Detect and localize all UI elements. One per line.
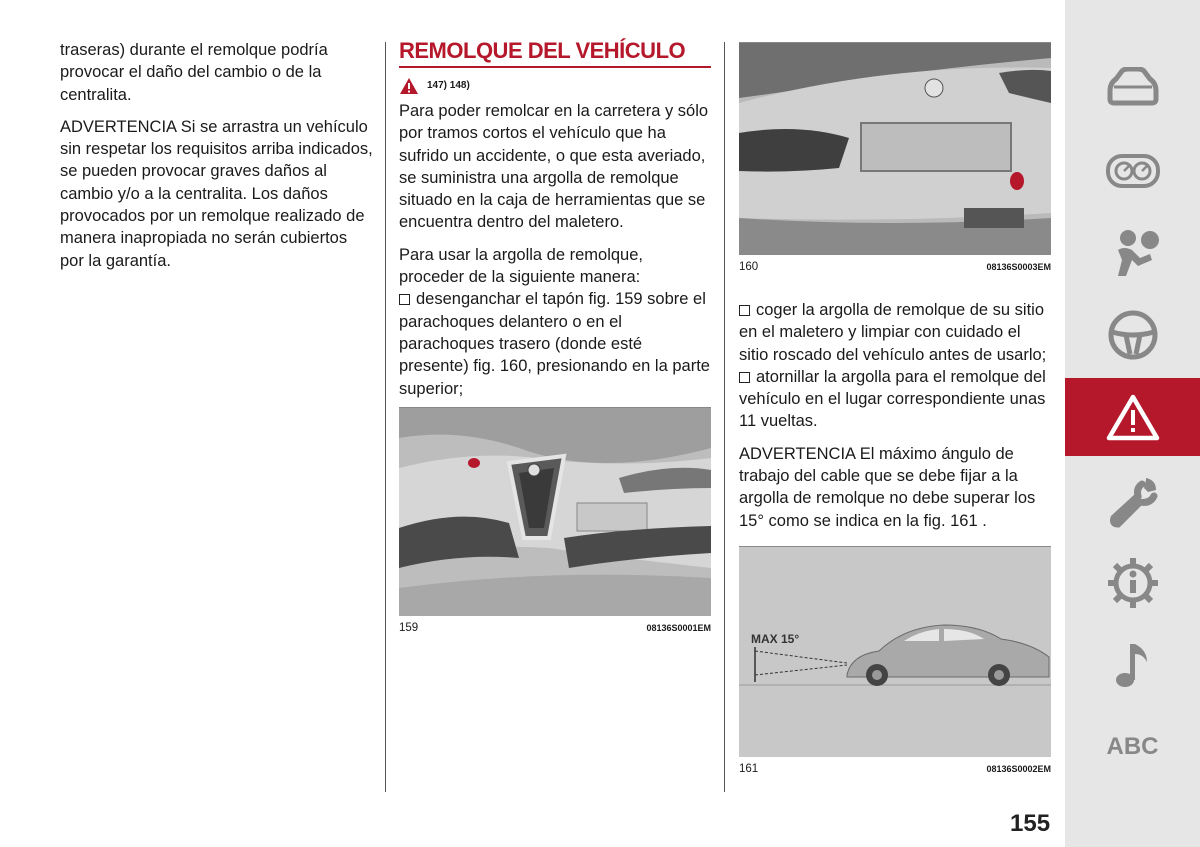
info-gear-icon	[1106, 556, 1160, 610]
figure-160-caption	[739, 261, 1051, 273]
figure-number: 160	[739, 261, 759, 273]
figure-159-image	[399, 407, 711, 616]
figure-159-caption	[399, 622, 711, 634]
column-right	[739, 299, 1051, 542]
sidebar-item-technical-data[interactable]	[1065, 544, 1200, 622]
figure-159	[399, 407, 711, 634]
warning-paragraph: ADVERTENCIA Si se arrastra un vehículo sin respetar los requisitos arriba indicados, se pueden provocar graves daños al cambio y/o a la centralita. Los daños provocados por un remolque realizado de manera inapropiada no serán cubiertos por la garantía.	[60, 117, 373, 270]
sidebar-item-maintenance[interactable]	[1065, 462, 1200, 540]
sidebar-item-car[interactable]	[1065, 48, 1200, 126]
figure-code: 08136S0002EM	[986, 764, 1051, 774]
warning-reference-numbers: 147) 148)	[427, 79, 470, 91]
column-middle	[399, 38, 711, 410]
car-icon	[1104, 67, 1162, 107]
warning-triangle-icon	[399, 77, 419, 95]
figure-160	[739, 42, 1051, 273]
checkbox-bullet-icon	[399, 294, 410, 305]
figure-code: 08136S0003EM	[986, 262, 1051, 272]
car-rear-illustration	[739, 43, 1051, 255]
sidebar-item-driving[interactable]	[1065, 296, 1200, 374]
sidebar-item-index[interactable]	[1065, 708, 1200, 786]
max-angle-label: MAX 15°	[751, 632, 800, 646]
airbag-icon	[1106, 224, 1160, 278]
step-3-text: atornillar la argolla para el remolque del vehículo en el lugar correspondiente unas 11 vueltas.	[739, 367, 1046, 431]
tow-angle-diagram	[739, 547, 1051, 757]
step-3	[739, 366, 1051, 433]
angle-warning-paragraph: ADVERTENCIA El máximo ángulo de trabajo del cable que se debe fijar a la argolla de remolque no debe superar los 15° como se indica en la fig. 161 .	[739, 444, 1036, 530]
figure-160-image	[739, 42, 1051, 255]
column-divider-2	[724, 42, 725, 792]
checkbox-bullet-icon	[739, 372, 750, 383]
page-number: 155	[1010, 810, 1051, 837]
chapter-sidebar	[1065, 0, 1200, 847]
wrench-icon	[1106, 474, 1160, 528]
step-1	[399, 288, 711, 399]
step-2	[739, 299, 1051, 366]
steering-wheel-icon	[1106, 308, 1160, 362]
warning-reference	[399, 76, 711, 96]
figure-number: 161	[739, 763, 759, 775]
step-2-text: coger la argolla de remolque de su sitio en el maletero y limpiar con cuidado el sitio roscado del vehículo antes de usarlo;	[739, 301, 1047, 364]
intro-paragraph: Para poder remolcar en la carretera y sólo por tramos cortos el vehículo que ha sufrido un accidente, o que esta averiado, se suministra una argolla de remolque situado en la caja de herramientas que se encuentra dentro del maletero.	[399, 102, 709, 232]
abc-icon: ABC	[1106, 733, 1159, 760]
sidebar-item-safety[interactable]	[1065, 212, 1200, 290]
warning-icon	[1106, 393, 1160, 441]
checkbox-bullet-icon	[739, 305, 750, 316]
step-1-text: desenganchar el tapón fig. 159 sobre el parachoques delantero o en el parachoques trasero (donde esté presente) fig. 160, presionando en la parte superior;	[399, 290, 710, 398]
sidebar-item-dashboard[interactable]	[1065, 132, 1200, 210]
car-front-illustration	[399, 408, 711, 616]
column-divider-1	[385, 42, 386, 792]
figure-number: 159	[399, 622, 419, 634]
procedure-intro: Para usar la argolla de remolque, proceder de la siguiente manera:	[399, 245, 643, 287]
figure-161-image	[739, 546, 1051, 757]
section-title: REMOLQUE DEL VEHÍCULO	[399, 38, 711, 68]
figure-code: 08136S0001EM	[646, 623, 711, 633]
sidebar-item-multimedia[interactable]	[1065, 626, 1200, 704]
dashboard-icon	[1105, 153, 1161, 189]
sidebar-item-emergency[interactable]	[1065, 378, 1200, 456]
figure-161-caption	[739, 763, 1051, 775]
continued-paragraph: traseras) durante el remolque podría provocar el daño del cambio o de la centralita.	[60, 41, 328, 104]
figure-161	[739, 546, 1051, 775]
column-left	[60, 39, 375, 282]
music-note-icon	[1113, 640, 1153, 690]
